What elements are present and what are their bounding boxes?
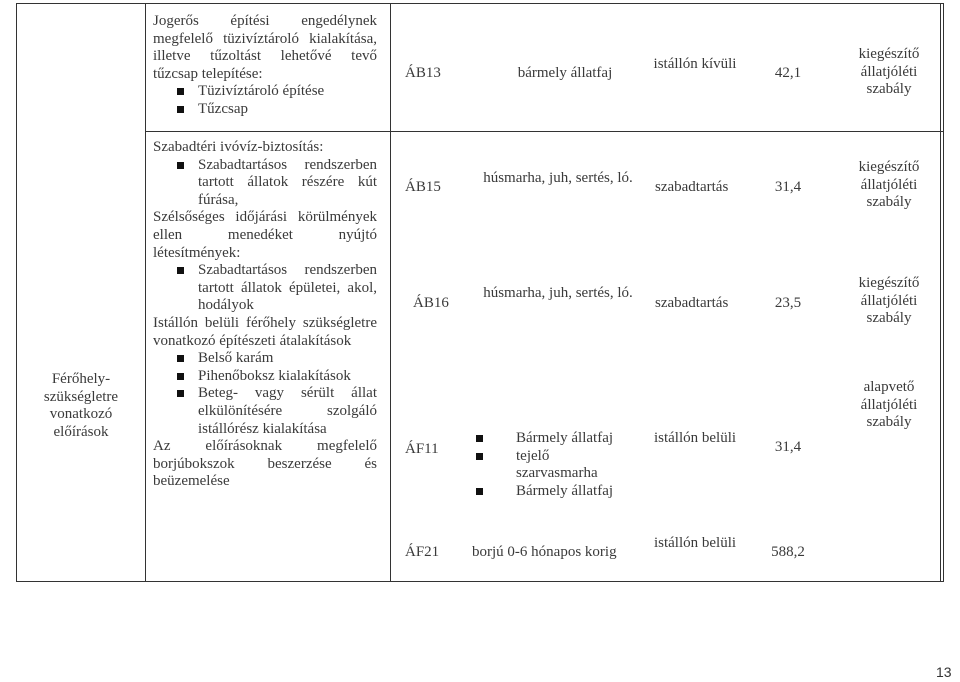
- row4-code: ÁF11: [405, 441, 439, 457]
- table-border-right: [943, 3, 944, 582]
- row-divider: [145, 131, 944, 132]
- species-bullet: [468, 483, 648, 501]
- desc-bullet: [153, 157, 377, 210]
- bullet-icon: [177, 162, 184, 169]
- row2-keeping: szabadtartás: [655, 179, 729, 195]
- row2-species: húsmarha, juh, sertés, ló.: [483, 170, 633, 186]
- bullet-icon: [476, 435, 483, 442]
- bullet-text: Pihenőboksz kialakítások: [198, 367, 351, 384]
- row3-rule: kiegészítő állatjóléti szabály: [858, 275, 920, 327]
- row2-value: 31,4: [774, 179, 802, 195]
- row2-code: ÁB15: [405, 179, 441, 195]
- bullet-text: Beteg- vagy sérült állat elkülönítésére szolgáló istállórész kialakítása: [198, 385, 377, 437]
- category-label: [20, 371, 142, 441]
- bullet-text: Tüzivíztároló építése: [198, 83, 325, 100]
- row4-value: 31,4: [774, 439, 802, 455]
- desc-intro-3: Istállón belüli férőhely szükségletre vonatkozó építészeti átalakítások: [153, 314, 377, 349]
- row1-species: bármely állatfaj: [517, 65, 613, 81]
- row3-species: húsmarha, juh, sertés, ló.: [483, 285, 633, 301]
- table-border-top: [16, 3, 944, 4]
- bullet-text: Bármely állatfaj: [516, 482, 614, 499]
- row5-keeping: istállón belüli: [653, 535, 737, 551]
- category-label-text: Férőhely-szükségletre vonatkozó előírások: [43, 371, 119, 440]
- row4-species-list: [468, 430, 648, 500]
- row1-bullet: [153, 83, 377, 101]
- bullet-text: Szabadtartásos rendszerben tartott állatok részére kút fúrása,: [198, 156, 377, 208]
- row5-code: ÁF21: [405, 544, 440, 560]
- row4-rule: alapvető állatjóléti szabály: [860, 379, 918, 431]
- desc-bullet: [153, 262, 377, 315]
- bullet-icon: [177, 88, 184, 95]
- row2-rule: kiegészítő állatjóléti szabály: [858, 159, 920, 211]
- row1-keeping: istállón kívüli: [653, 56, 737, 72]
- bullet-icon: [177, 355, 184, 362]
- bullet-icon: [177, 373, 184, 380]
- table-border-bottom: [16, 581, 944, 582]
- col-divider: [390, 3, 391, 582]
- row1-bullet: [153, 101, 377, 119]
- row1-rule: kiegészítő állatjóléti szabály: [858, 46, 920, 98]
- row5-value: 588,2: [771, 544, 805, 560]
- bullet-text: Tűzcsap: [198, 100, 248, 117]
- bullet-icon: [177, 390, 184, 397]
- col-divider: [16, 3, 17, 582]
- desc-para-4: Az előírásoknak megfelelő borjúbokszok beszerzése és beüzemelése: [153, 438, 377, 490]
- desc-bullet: [153, 385, 377, 438]
- row1-description: [153, 13, 377, 119]
- desc-intro-2: Szélsőséges időjárási körülmények ellen menedéket nyújtó létesítmények:: [153, 209, 377, 261]
- bullet-text: Belső karám: [198, 350, 274, 367]
- row4-keeping: istállón belüli: [653, 430, 737, 446]
- page-number: 13: [936, 664, 952, 680]
- desc-bullet: [153, 350, 377, 368]
- row3-keeping: szabadtartás: [655, 295, 729, 311]
- species-bullet: [468, 430, 648, 448]
- row1-value: 42,1: [774, 65, 802, 81]
- row5-species: borjú 0-6 hónapos korig: [472, 544, 617, 560]
- row3-value: 23,5: [774, 295, 802, 311]
- bullet-icon: [177, 106, 184, 113]
- bullet-text: tejelő szarvasmarha: [516, 447, 598, 482]
- row3-code: ÁB16: [413, 295, 449, 311]
- row1-intro: Jogerős építési engedélynek megfelelő tüzivíztároló kialakítása, illetve tűzoltást lehetővé tevő tűzcsap telepítése:: [153, 13, 377, 82]
- desc-intro-1: Szabadtéri ivóvíz-biztosítás:: [153, 139, 324, 155]
- bullet-icon: [476, 453, 483, 460]
- col-divider: [145, 3, 146, 582]
- bullet-text: Szabadtartásos rendszerben tartott állatok épületei, akol, hodályok: [198, 262, 377, 314]
- desc-bullet: [153, 368, 377, 386]
- bullet-text: Bármely állatfaj: [516, 430, 614, 446]
- col-divider: [940, 3, 941, 582]
- requirements-table: [16, 3, 944, 582]
- bullet-icon: [177, 267, 184, 274]
- species-bullet: [468, 448, 648, 483]
- bullet-icon: [476, 488, 483, 495]
- big-description: [153, 139, 377, 491]
- row1-code: ÁB13: [405, 65, 441, 81]
